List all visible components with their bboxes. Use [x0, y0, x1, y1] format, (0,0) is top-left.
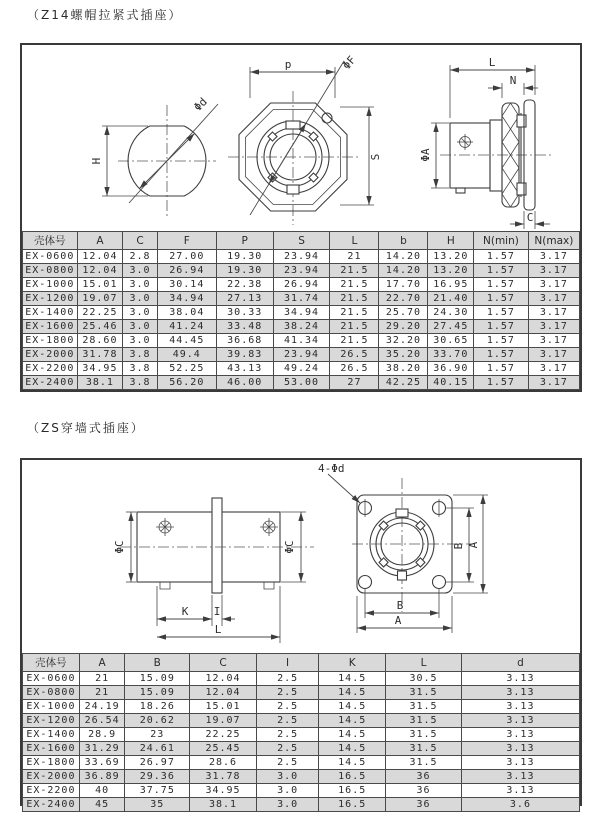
table-cell: 12.04 [77, 250, 123, 264]
table-cell: 14.5 [319, 728, 386, 742]
table-cell: 36 [386, 798, 462, 812]
screw-mark [457, 134, 473, 150]
table-cell: 30.33 [216, 306, 273, 320]
table-cell: 3.0 [256, 798, 318, 812]
table-cell: 52.25 [157, 362, 216, 376]
dim-label-S: S [369, 153, 382, 161]
table-cell: 27.45 [428, 320, 474, 334]
table-cell: 21.5 [330, 306, 379, 320]
table-cell: 27.13 [216, 292, 273, 306]
table-cell: 3.17 [528, 250, 579, 264]
table-cell: 13.20 [428, 264, 474, 278]
table-cell: 2.5 [256, 714, 318, 728]
table-cell: 21 [79, 672, 125, 686]
table-cell: 2.5 [256, 700, 318, 714]
table-cell: 46.00 [216, 376, 273, 390]
table-cell: 45 [79, 798, 125, 812]
table-cell: 31.5 [386, 756, 462, 770]
table-cell: 14.5 [319, 700, 386, 714]
table-cell: 3.13 [461, 700, 579, 714]
table-cell: 29.36 [125, 770, 190, 784]
table-cell: 14.5 [319, 756, 386, 770]
column-header: C [190, 654, 257, 672]
table-row [23, 264, 580, 278]
dim-label-B-bottom: B [396, 599, 404, 612]
table-cell: 21.5 [330, 320, 379, 334]
table-cell: 3.13 [461, 728, 579, 742]
table-cell: 17.70 [379, 278, 428, 292]
table-cell: 2.5 [256, 756, 318, 770]
table-cell: 21 [79, 686, 125, 700]
table-cell: 18.26 [125, 700, 190, 714]
column-header: K [319, 654, 386, 672]
table-cell: 28.6 [190, 756, 257, 770]
table-cell: 26.54 [79, 714, 125, 728]
table-row [23, 756, 580, 770]
table-cell: 19.07 [190, 714, 257, 728]
table-cell: 29.20 [379, 320, 428, 334]
table-cell: 1.57 [474, 306, 529, 320]
table-cell: 36 [386, 770, 462, 784]
table-cell: 12.04 [77, 264, 123, 278]
table-cell: 38.1 [77, 376, 123, 390]
table-cell: 27 [330, 376, 379, 390]
table-cell: 36.68 [216, 334, 273, 348]
dim-label-L: L [214, 623, 222, 636]
table-cell: 38.24 [273, 320, 330, 334]
table-cell: 33.69 [79, 756, 125, 770]
table-cell: 3.13 [461, 672, 579, 686]
dim-label-H: H [90, 157, 103, 165]
z14-technical-drawing [22, 45, 580, 231]
table-cell: 21.5 [330, 292, 379, 306]
table-cell: 3.0 [123, 306, 158, 320]
z14-spec-table [22, 231, 580, 390]
table-cell: 23 [125, 728, 190, 742]
table-cell: 14.5 [319, 742, 386, 756]
column-header: F [157, 232, 216, 250]
table-cell: 3.13 [461, 756, 579, 770]
table-cell: EX-0800 [23, 264, 78, 278]
column-header: A [79, 654, 125, 672]
table-cell: 1.57 [474, 264, 529, 278]
table-cell: 27.00 [157, 250, 216, 264]
table-cell: 56.20 [157, 376, 216, 390]
dim-label-phi-f: ΦF [340, 53, 359, 73]
table-cell: 26.94 [157, 264, 216, 278]
table-cell: EX-1400 [23, 728, 80, 742]
z14-side-view [419, 56, 552, 229]
table-cell: EX-0800 [23, 686, 80, 700]
table-cell: 38.20 [379, 362, 428, 376]
table-cell: 33.70 [428, 348, 474, 362]
table-cell: 23.94 [273, 250, 330, 264]
table-cell: 3.13 [461, 714, 579, 728]
table-cell: 36.89 [79, 770, 125, 784]
table-cell: 19.30 [216, 250, 273, 264]
table-cell: 15.01 [77, 278, 123, 292]
column-header: A [77, 232, 123, 250]
table-cell: 3.17 [528, 376, 579, 390]
table-row [23, 714, 580, 728]
table-cell: 3.17 [528, 320, 579, 334]
table-cell: 22.38 [216, 278, 273, 292]
table-cell: EX-2400 [23, 376, 78, 390]
table-cell: 2.5 [256, 686, 318, 700]
table-cell: 1.57 [474, 334, 529, 348]
table-cell: 3.17 [528, 348, 579, 362]
table-cell: 12.04 [190, 672, 257, 686]
table-row [23, 742, 580, 756]
table-cell: 14.5 [319, 672, 386, 686]
column-header: 壳体号 [23, 654, 80, 672]
column-header: B [125, 654, 190, 672]
table-cell: 31.78 [77, 348, 123, 362]
table-cell: 31.5 [386, 728, 462, 742]
table-cell: 3.0 [123, 292, 158, 306]
table-cell: 14.20 [379, 250, 428, 264]
table-cell: 31.5 [386, 700, 462, 714]
table-cell: 3.13 [461, 686, 579, 700]
table-cell: 31.5 [386, 714, 462, 728]
table-cell: EX-2400 [23, 798, 80, 812]
table-row [23, 376, 580, 390]
zs-drawing [22, 460, 580, 653]
table-cell: 20.62 [125, 714, 190, 728]
table-row [23, 686, 580, 700]
z14-rear-view [90, 95, 218, 217]
table-cell: 28.9 [79, 728, 125, 742]
hole-note-label: 4-Φd [318, 462, 345, 475]
table-cell: EX-1200 [23, 714, 80, 728]
table-cell: 36 [386, 784, 462, 798]
table-cell: 16.5 [319, 770, 386, 784]
table-row [23, 784, 580, 798]
table-cell: EX-2000 [23, 770, 80, 784]
column-header: 壳体号 [23, 232, 78, 250]
table-cell: 53.00 [273, 376, 330, 390]
table-cell: 3.17 [528, 362, 579, 376]
table-cell: 30.5 [386, 672, 462, 686]
table-row [23, 798, 580, 812]
table-cell: 22.25 [190, 728, 257, 742]
table-cell: 39.83 [216, 348, 273, 362]
table-cell: 19.07 [77, 292, 123, 306]
table-cell: 1.57 [474, 362, 529, 376]
table-cell: EX-1000 [23, 278, 78, 292]
table-cell: 3.8 [123, 376, 158, 390]
table-cell: 37.75 [125, 784, 190, 798]
table-cell: 16.5 [319, 798, 386, 812]
table-cell: EX-1600 [23, 320, 78, 334]
table-cell: 24.61 [125, 742, 190, 756]
table-cell: 1.57 [474, 376, 529, 390]
table-cell: 38.1 [190, 798, 257, 812]
table-cell: 3.8 [123, 362, 158, 376]
dim-label-B-side: B [452, 542, 465, 550]
table-cell: 21.40 [428, 292, 474, 306]
table-row [23, 334, 580, 348]
table-cell: 1.57 [474, 292, 529, 306]
dim-label-phi-C-right: ΦC [283, 540, 296, 554]
dim-label-phi-C-left: ΦC [113, 540, 126, 554]
table-cell: 3.17 [528, 292, 579, 306]
table-cell: 14.20 [379, 264, 428, 278]
table-cell: 3.0 [123, 334, 158, 348]
table-cell: 3.17 [528, 278, 579, 292]
table-cell: 35 [125, 798, 190, 812]
table-cell: 13.20 [428, 250, 474, 264]
table-cell: 41.24 [157, 320, 216, 334]
dim-label-N: N [509, 74, 517, 87]
table-header-row [23, 232, 580, 250]
table-cell: 38.04 [157, 306, 216, 320]
table-cell: 3.0 [123, 278, 158, 292]
table-cell: 31.78 [190, 770, 257, 784]
table-cell: 15.09 [125, 672, 190, 686]
table-cell: 31.5 [386, 742, 462, 756]
table-cell: 44.45 [157, 334, 216, 348]
table-cell: 22.25 [77, 306, 123, 320]
table-cell: 3.8 [123, 348, 158, 362]
table-cell: EX-1600 [23, 742, 80, 756]
table-cell: EX-2200 [23, 784, 80, 798]
zs-front-view [318, 462, 488, 633]
screw-mark [156, 518, 174, 536]
table-cell: 34.94 [273, 306, 330, 320]
zs-technical-drawing [22, 460, 580, 653]
table-cell: EX-1400 [23, 306, 78, 320]
table-row [23, 320, 580, 334]
column-header: L [386, 654, 462, 672]
z14-panel [20, 43, 582, 392]
table-cell: 40.15 [428, 376, 474, 390]
table-cell: 2.5 [256, 742, 318, 756]
dim-label-A-bottom: A [394, 614, 402, 627]
table-cell: 3.17 [528, 306, 579, 320]
table-cell: 3.0 [123, 320, 158, 334]
table-cell: 34.95 [77, 362, 123, 376]
table-cell: 25.45 [190, 742, 257, 756]
table-cell: EX-2000 [23, 348, 78, 362]
table-cell: 21.5 [330, 264, 379, 278]
table-row [23, 770, 580, 784]
table-cell: 43.13 [216, 362, 273, 376]
table-cell: 25.46 [77, 320, 123, 334]
z14-front-view [228, 53, 382, 225]
table-cell: 2.8 [123, 250, 158, 264]
screw-mark [260, 518, 278, 536]
dim-label-C: C [526, 211, 534, 224]
column-header: b [379, 232, 428, 250]
column-header: C [123, 232, 158, 250]
table-row [23, 700, 580, 714]
table-cell: 32.20 [379, 334, 428, 348]
table-cell: 3.13 [461, 784, 579, 798]
table-header-row [23, 654, 580, 672]
table-row [23, 672, 580, 686]
table-cell: EX-2200 [23, 362, 78, 376]
table-cell: 14.5 [319, 686, 386, 700]
section-title-zs: （ZS穿墙式插座） [27, 421, 145, 435]
table-cell: 36.90 [428, 362, 474, 376]
table-row [23, 292, 580, 306]
table-cell: 23.94 [273, 348, 330, 362]
table-cell: 16.95 [428, 278, 474, 292]
table-cell: 2.5 [256, 728, 318, 742]
table-cell: 33.48 [216, 320, 273, 334]
table-cell: 3.0 [256, 770, 318, 784]
table-cell: 24.19 [79, 700, 125, 714]
column-header: L [330, 232, 379, 250]
table-cell: 24.30 [428, 306, 474, 320]
table-cell: 3.0 [256, 784, 318, 798]
table-cell: EX-1200 [23, 292, 78, 306]
zs-side-view [113, 498, 314, 643]
table-cell: 25.70 [379, 306, 428, 320]
table-cell: 30.14 [157, 278, 216, 292]
table-cell: EX-1800 [23, 756, 80, 770]
table-cell: 1.57 [474, 278, 529, 292]
column-header: S [273, 232, 330, 250]
table-cell: 31.74 [273, 292, 330, 306]
table-cell: 26.5 [330, 362, 379, 376]
column-header: d [461, 654, 579, 672]
table-cell: EX-0600 [23, 672, 80, 686]
section-title-z14: （Z14螺帽拉紧式插座） [27, 8, 183, 22]
table-row [23, 278, 580, 292]
table-row [23, 250, 580, 264]
table-cell: 31.29 [79, 742, 125, 756]
table-row [23, 306, 580, 320]
table-cell: 26.94 [273, 278, 330, 292]
table-cell: 2.5 [256, 672, 318, 686]
table-cell: 23.94 [273, 264, 330, 278]
table-cell: 21 [330, 250, 379, 264]
table-cell: 15.01 [190, 700, 257, 714]
table-cell: 3.0 [123, 264, 158, 278]
dim-label-A-side: A [467, 541, 480, 549]
table-cell: 28.60 [77, 334, 123, 348]
table-cell: 34.95 [190, 784, 257, 798]
table-cell: 42.25 [379, 376, 428, 390]
table-cell: 15.09 [125, 686, 190, 700]
dim-label-K: K [181, 605, 189, 618]
table-cell: 16.5 [319, 784, 386, 798]
table-cell: 30.65 [428, 334, 474, 348]
table-cell: 1.57 [474, 348, 529, 362]
dim-label-p: p [284, 58, 292, 71]
z14-drawing [22, 45, 580, 231]
table-cell: 3.17 [528, 334, 579, 348]
table-cell: 26.5 [330, 348, 379, 362]
dim-label-phi-A: ΦA [419, 148, 432, 162]
table-cell: 26.97 [125, 756, 190, 770]
table-cell: 3.13 [461, 742, 579, 756]
table-cell: 35.20 [379, 348, 428, 362]
table-cell: 3.13 [461, 770, 579, 784]
dim-label-phi-d: Φd [191, 95, 210, 114]
table-cell: 31.5 [386, 686, 462, 700]
table-cell: 3.17 [528, 264, 579, 278]
zs-spec-table [22, 653, 580, 812]
column-header: I [256, 654, 318, 672]
table-row [23, 348, 580, 362]
table-cell: EX-0600 [23, 250, 78, 264]
table-cell: 19.30 [216, 264, 273, 278]
column-header: H [428, 232, 474, 250]
table-cell: 40 [79, 784, 125, 798]
table-cell: 3.6 [461, 798, 579, 812]
table-row [23, 362, 580, 376]
table-cell: 21.5 [330, 334, 379, 348]
table-cell: EX-1000 [23, 700, 80, 714]
table-cell: 49.24 [273, 362, 330, 376]
table-cell: 22.70 [379, 292, 428, 306]
table-cell: 14.5 [319, 714, 386, 728]
column-header: P [216, 232, 273, 250]
table-cell: 34.94 [157, 292, 216, 306]
table-cell: 12.04 [190, 686, 257, 700]
column-header: N(min) [474, 232, 529, 250]
table-cell: EX-1800 [23, 334, 78, 348]
table-cell: 49.4 [157, 348, 216, 362]
dim-label-L: L [488, 56, 496, 69]
dim-label-I: I [213, 605, 221, 618]
table-cell: 41.34 [273, 334, 330, 348]
zs-panel [20, 458, 582, 810]
table-cell: 21.5 [330, 278, 379, 292]
table-row [23, 728, 580, 742]
column-header: N(max) [528, 232, 579, 250]
table-cell: 1.57 [474, 250, 529, 264]
table-cell: 1.57 [474, 320, 529, 334]
